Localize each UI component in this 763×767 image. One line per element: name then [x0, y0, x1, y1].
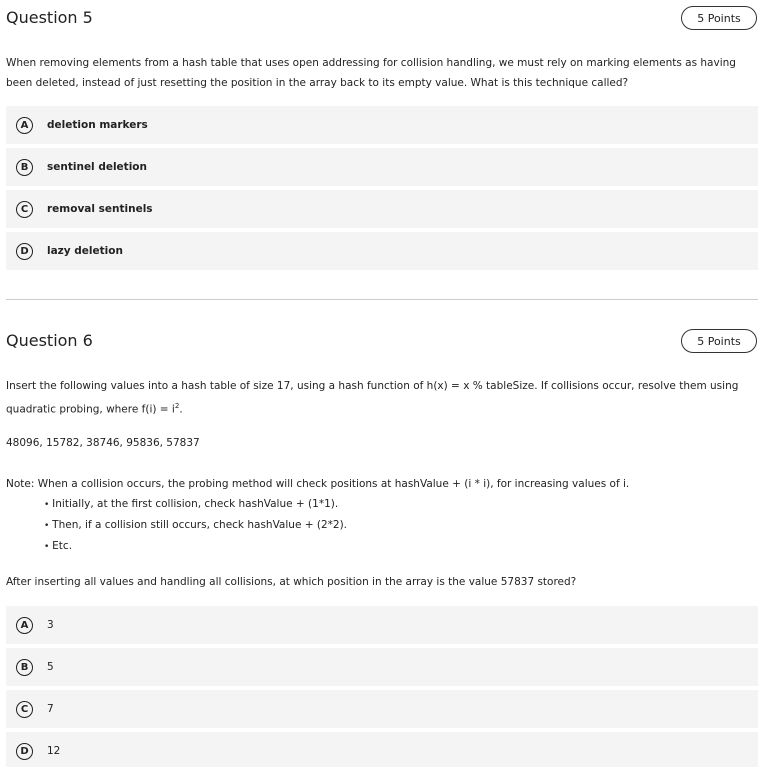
option-label: 12 — [47, 745, 61, 757]
option-a[interactable] — [6, 606, 758, 644]
option-letter: C — [16, 201, 33, 218]
values-list: 48096, 15782, 38746, 95836, 57837 — [6, 437, 200, 449]
option-label: 3 — [47, 619, 54, 631]
option-a[interactable] — [6, 106, 758, 144]
bullet: • Initially, at the first collision, check hashValue + (1*1). — [44, 494, 756, 515]
option-label: sentinel deletion — [47, 161, 147, 173]
option-letter: A — [16, 117, 33, 134]
option-b[interactable] — [6, 148, 758, 186]
note — [6, 474, 756, 557]
question-6-question: After inserting all values and handling all collisions, at which position in the array is the value 57837 stored? — [6, 576, 577, 588]
question-6-prompt — [6, 376, 756, 420]
option-label: removal sentinels — [47, 203, 153, 215]
option-c[interactable] — [6, 190, 758, 228]
bullet: • Etc. — [44, 536, 756, 557]
option-d[interactable] — [6, 232, 758, 270]
points-badge: 5 Points — [681, 6, 757, 30]
note-bullets — [6, 494, 756, 557]
option-letter: D — [16, 743, 33, 760]
prompt-superscript: 2 — [174, 402, 180, 410]
option-label: lazy deletion — [47, 245, 123, 257]
option-letter: A — [16, 617, 33, 634]
option-label: 5 — [47, 661, 54, 673]
option-label: 7 — [47, 703, 54, 715]
prompt-text: Insert the following values into a hash table of size 17, using a hash function of h(x) = x % tableSize. If collisions occur, resolve them using quadratic probing, where f(i) = i — [6, 380, 739, 416]
question-5-prompt: When removing elements from a hash table that uses open addressing for collision handling, we must rely on marking elements as having been deleted, instead of just resetting the position in the array back to its empty value. What is this technique called? — [6, 57, 736, 89]
divider — [6, 299, 758, 300]
option-c[interactable] — [6, 690, 758, 728]
option-b[interactable] — [6, 648, 758, 686]
prompt-end: . — [179, 403, 183, 416]
bullet: • Then, if a collision still occurs, check hashValue + (2*2). — [44, 515, 756, 536]
option-d[interactable] — [6, 732, 758, 767]
option-letter: D — [16, 243, 33, 260]
option-letter: B — [16, 659, 33, 676]
option-label: deletion markers — [47, 119, 148, 131]
note-text: Note: When a collision occurs, the probing method will check positions at hashValue + (i * i), for increasing values of i. — [6, 478, 630, 490]
option-letter: C — [16, 701, 33, 718]
points-badge: 5 Points — [681, 329, 757, 353]
question-5-title: Question 5 — [6, 8, 93, 27]
question-6-title: Question 6 — [6, 331, 93, 350]
option-letter: B — [16, 159, 33, 176]
